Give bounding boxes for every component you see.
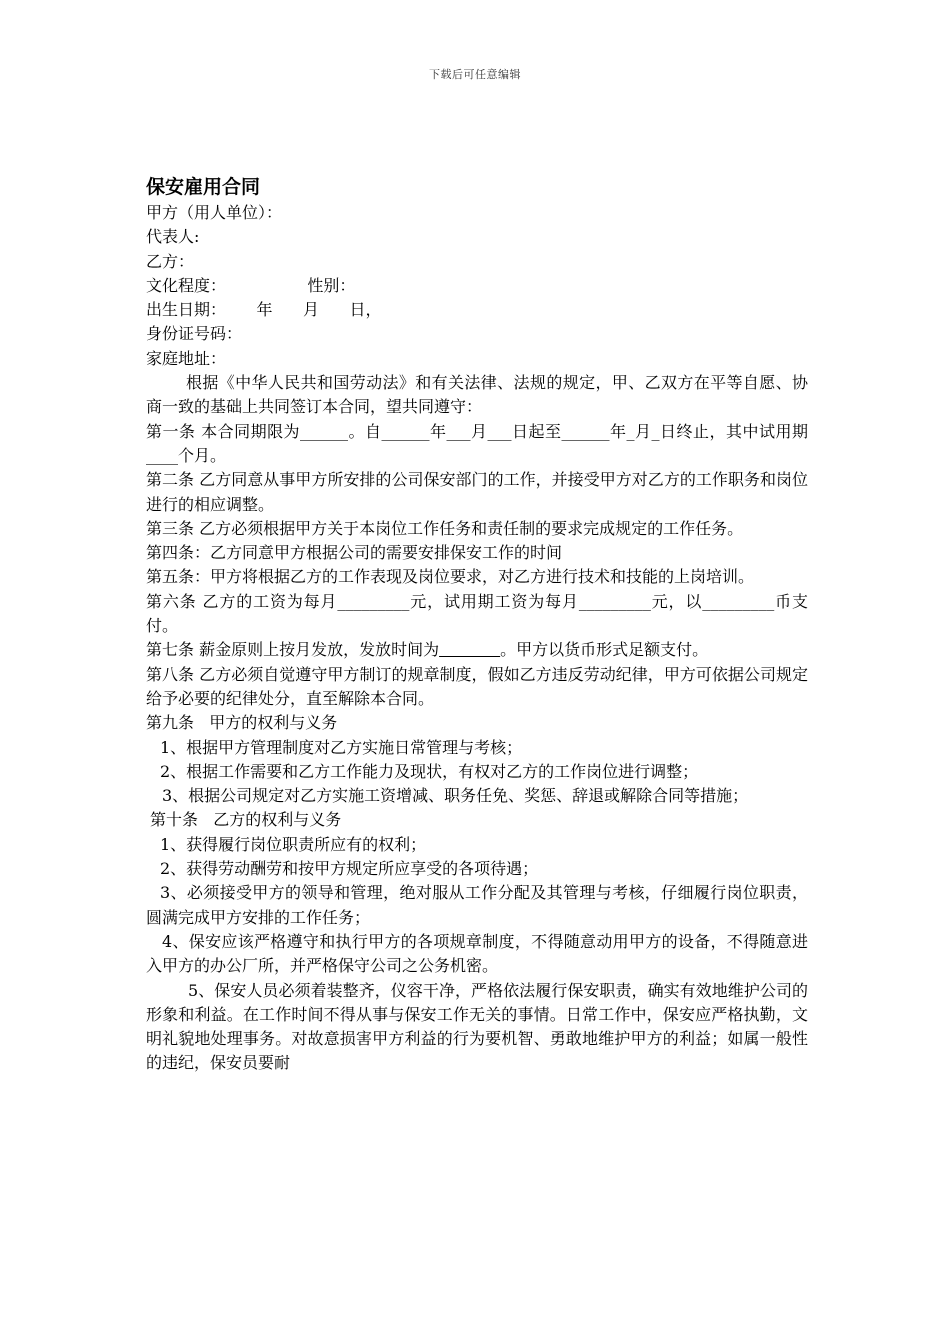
article-9-item: 1、根据甲方管理制度对乙方实施日常管理与考核； [160, 737, 523, 757]
party-b-field: 乙方： [146, 251, 195, 271]
representative-field: 代表人: [146, 227, 200, 247]
article-9-item: 2、根据工作需要和乙方工作能力及现状，有权对乙方的工作岗位进行调整； [160, 761, 699, 781]
document-title: 保安雇用合同 [146, 176, 261, 198]
article-3: 第三条 乙方必须根据甲方关于本岗位工作任务和责任制的要求完成规定的工作任务。 [146, 518, 744, 538]
article-6: 第六条 乙方的工资为每月_________元，试用期工资为每月_________元，以_________币支付。 [146, 591, 808, 636]
article-10-item: 5、保安人员必须着装整齐，仪容干净，严格依法履行保安职责，确实有效地维护公司的形象和利益。在工作时间不得从事与保安工作无关的事情。日常工作中，保安应严格执勤，文明礼貌地处理事务。对故意损害甲方利益的行为要机智、勇敢地维护甲方的利益；如属一般性的违纪，保安员要耐 [146, 980, 808, 1073]
intro-paragraph: 根据《中华人民共和国劳动法》和有关法律、法规的规定，甲、乙双方在平等自愿、协商一致的基础上共同签订本合同，望共同遵守： [146, 373, 808, 417]
education-gender-field: 文化程度： 性别： [146, 275, 356, 295]
article-1: 第一条 本合同期限为______。自______年___月___日起至______年_月_日终止，其中试用期____个月。 [146, 421, 808, 465]
id-number-field: 身份证号码： [146, 324, 243, 344]
article-7-prefix: 第七条 薪金原则上按月发放，发放时间为 [146, 640, 440, 660]
article-8: 第八条 乙方必须自觉遵守甲方制订的规章制度，假如乙方违反劳动纪律，甲方可依据公司规定给予必要的纪律处分，直至解除本合同。 [146, 664, 808, 708]
article-4: 第四条：乙方同意甲方根据公司的需要安排保安工作的时间 [146, 543, 563, 563]
article-7-suffix: 。甲方以货币形式足额支付。 [500, 640, 709, 660]
header-note: 下载后可任意编辑 [429, 68, 521, 81]
contract-document [146, 173, 808, 1076]
article-2: 第二条 乙方同意从事甲方所安排的公司保安部门的工作，并接受甲方对乙方的工作职务和岗位进行的相应调整。 [146, 470, 808, 514]
party-a-field: 甲方（用人单位）： [146, 203, 283, 222]
article-10-item: 3、必须接受甲方的领导和管理，绝对服从工作分配及其管理与考核，仔细履行岗位职责，圆满完成甲方安排的工作任务； [146, 883, 808, 927]
article-10-item: 4、保安应该严格遵守和执行甲方的各项规章制度，不得随意动用甲方的设备，不得随意进入甲方的办公厂所，并严格保守公司之公务机密。 [146, 931, 808, 976]
article-10-item: 2、获得劳动酬劳和按甲方规定所应享受的各项待遇； [160, 859, 539, 879]
article-5: 第五条：甲方将根据乙方的工作表现及岗位要求，对乙方进行技术和技能的上岗培训。 [146, 567, 755, 587]
birth-date-field: 出生日期： 年 月 日， [146, 300, 382, 320]
address-field: 家庭地址： [146, 348, 227, 368]
article-9-item: 3、根据公司规定对乙方实施工资增减、职务任免、奖惩、辞退或解除合同等措施； [162, 786, 749, 806]
article-7 [146, 638, 808, 662]
article-9-heading: 第九条 甲方的权利与义务 [146, 713, 338, 733]
article-7-blank [439, 640, 500, 659]
article-10-heading: 第十条 乙方的权利与义务 [150, 810, 342, 830]
article-10-item: 1、获得履行岗位职责所应有的权利； [160, 834, 427, 854]
